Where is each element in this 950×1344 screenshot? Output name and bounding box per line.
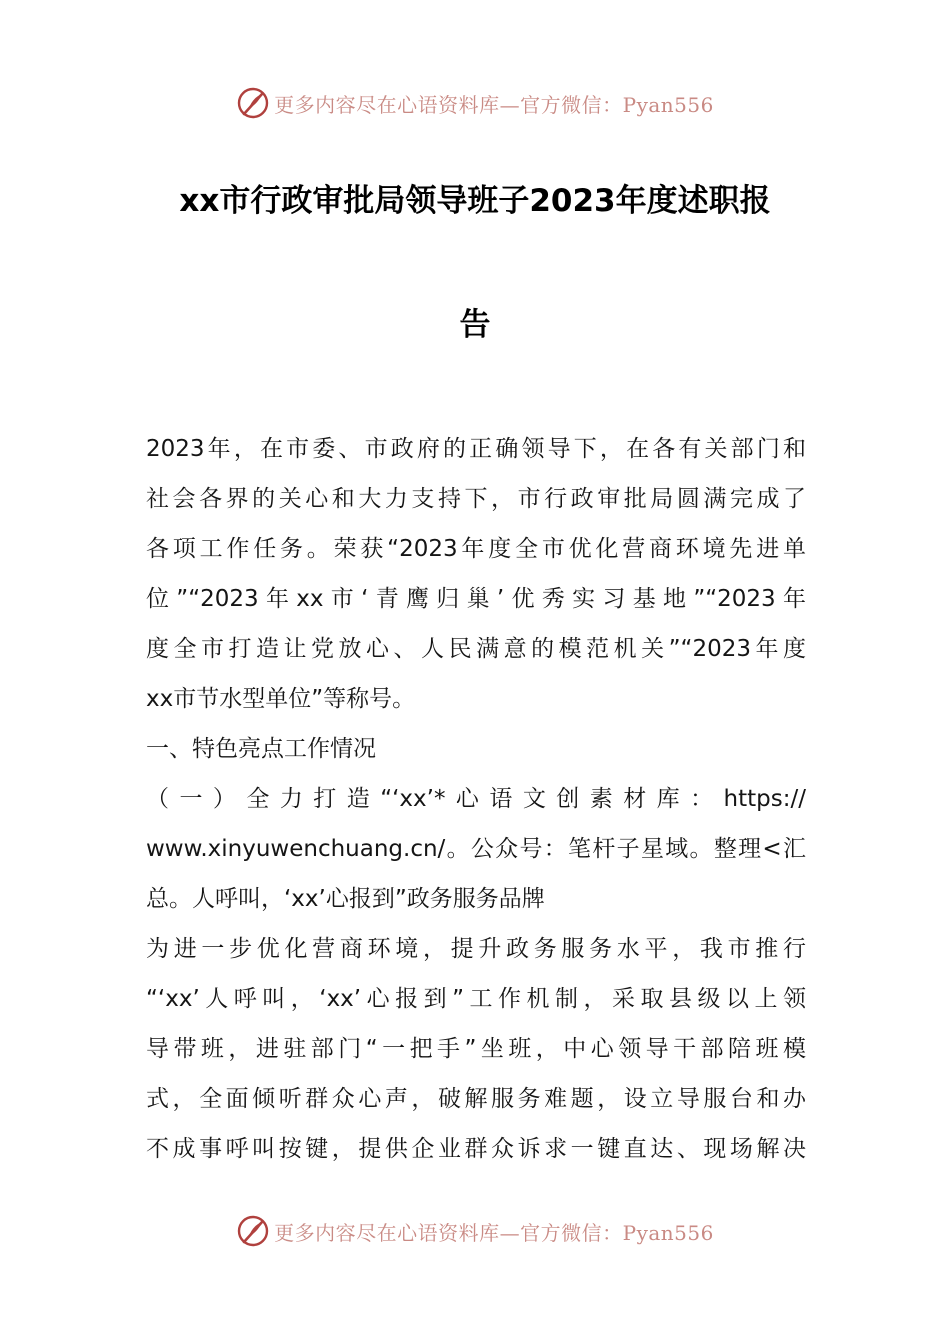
footer-watermark-banner (0, 1211, 950, 1251)
banner-text: 更多内容尽在心语资料库—官方微信：Pyan556 (274, 1220, 714, 1245)
header-watermark-banner (0, 83, 950, 123)
body-line: 各项工作任务。荣获“2023年度全市优化营商环境先进单 (146, 536, 806, 562)
body-line: 位”“2023年xx市‘青鹰归巢’优秀实习基地”“2023年 (146, 586, 806, 612)
banner-text: 更多内容尽在心语资料库—官方微信：Pyan556 (274, 92, 714, 117)
body-line: www.xinyuwenchuang.cn/。公众号：笔杆子星域。整理<汇 (146, 836, 806, 862)
body-line: 式，全面倾听群众心声，破解服务难题，设立导服台和办 (146, 1086, 806, 1112)
body-line: （一）全力打造“‘xx’*心语文创素材库：https:// (146, 786, 806, 812)
body-line: 社会各界的关心和大力支持下，市行政审批局圆满完成了 (146, 486, 806, 512)
body-line: 度全市打造让党放心、人民满意的模范机关”“2023年度 (146, 636, 806, 662)
body-line: 不成事呼叫按键，提供企业群众诉求一键直达、现场解决 (146, 1136, 806, 1162)
document-title: xx市行政审批局领导班子2023年度述职报 (179, 183, 771, 219)
body-line: xx市节水型单位”等称号。 (146, 686, 416, 712)
body-line: 总。人呼叫，‘xx’心报到”政务服务品牌 (146, 886, 545, 912)
body-line: “‘xx’人呼叫，‘xx’心报到”工作机制，采取县级以上领 (146, 986, 806, 1012)
quill-logo-icon (236, 1214, 270, 1248)
quill-logo-icon (236, 86, 270, 120)
body-line: 2023年，在市委、市政府的正确领导下，在各有关部门和 (146, 436, 806, 462)
body-line: 导带班，进驻部门“一把手”坐班，中心领导干部陪班模 (146, 1036, 806, 1062)
body-line: 为进一步优化营商环境，提升政务服务水平，我市推行 (146, 936, 806, 962)
document-title-continued: 告 (459, 307, 491, 343)
section-heading: 一、特色亮点工作情况 (146, 736, 376, 762)
